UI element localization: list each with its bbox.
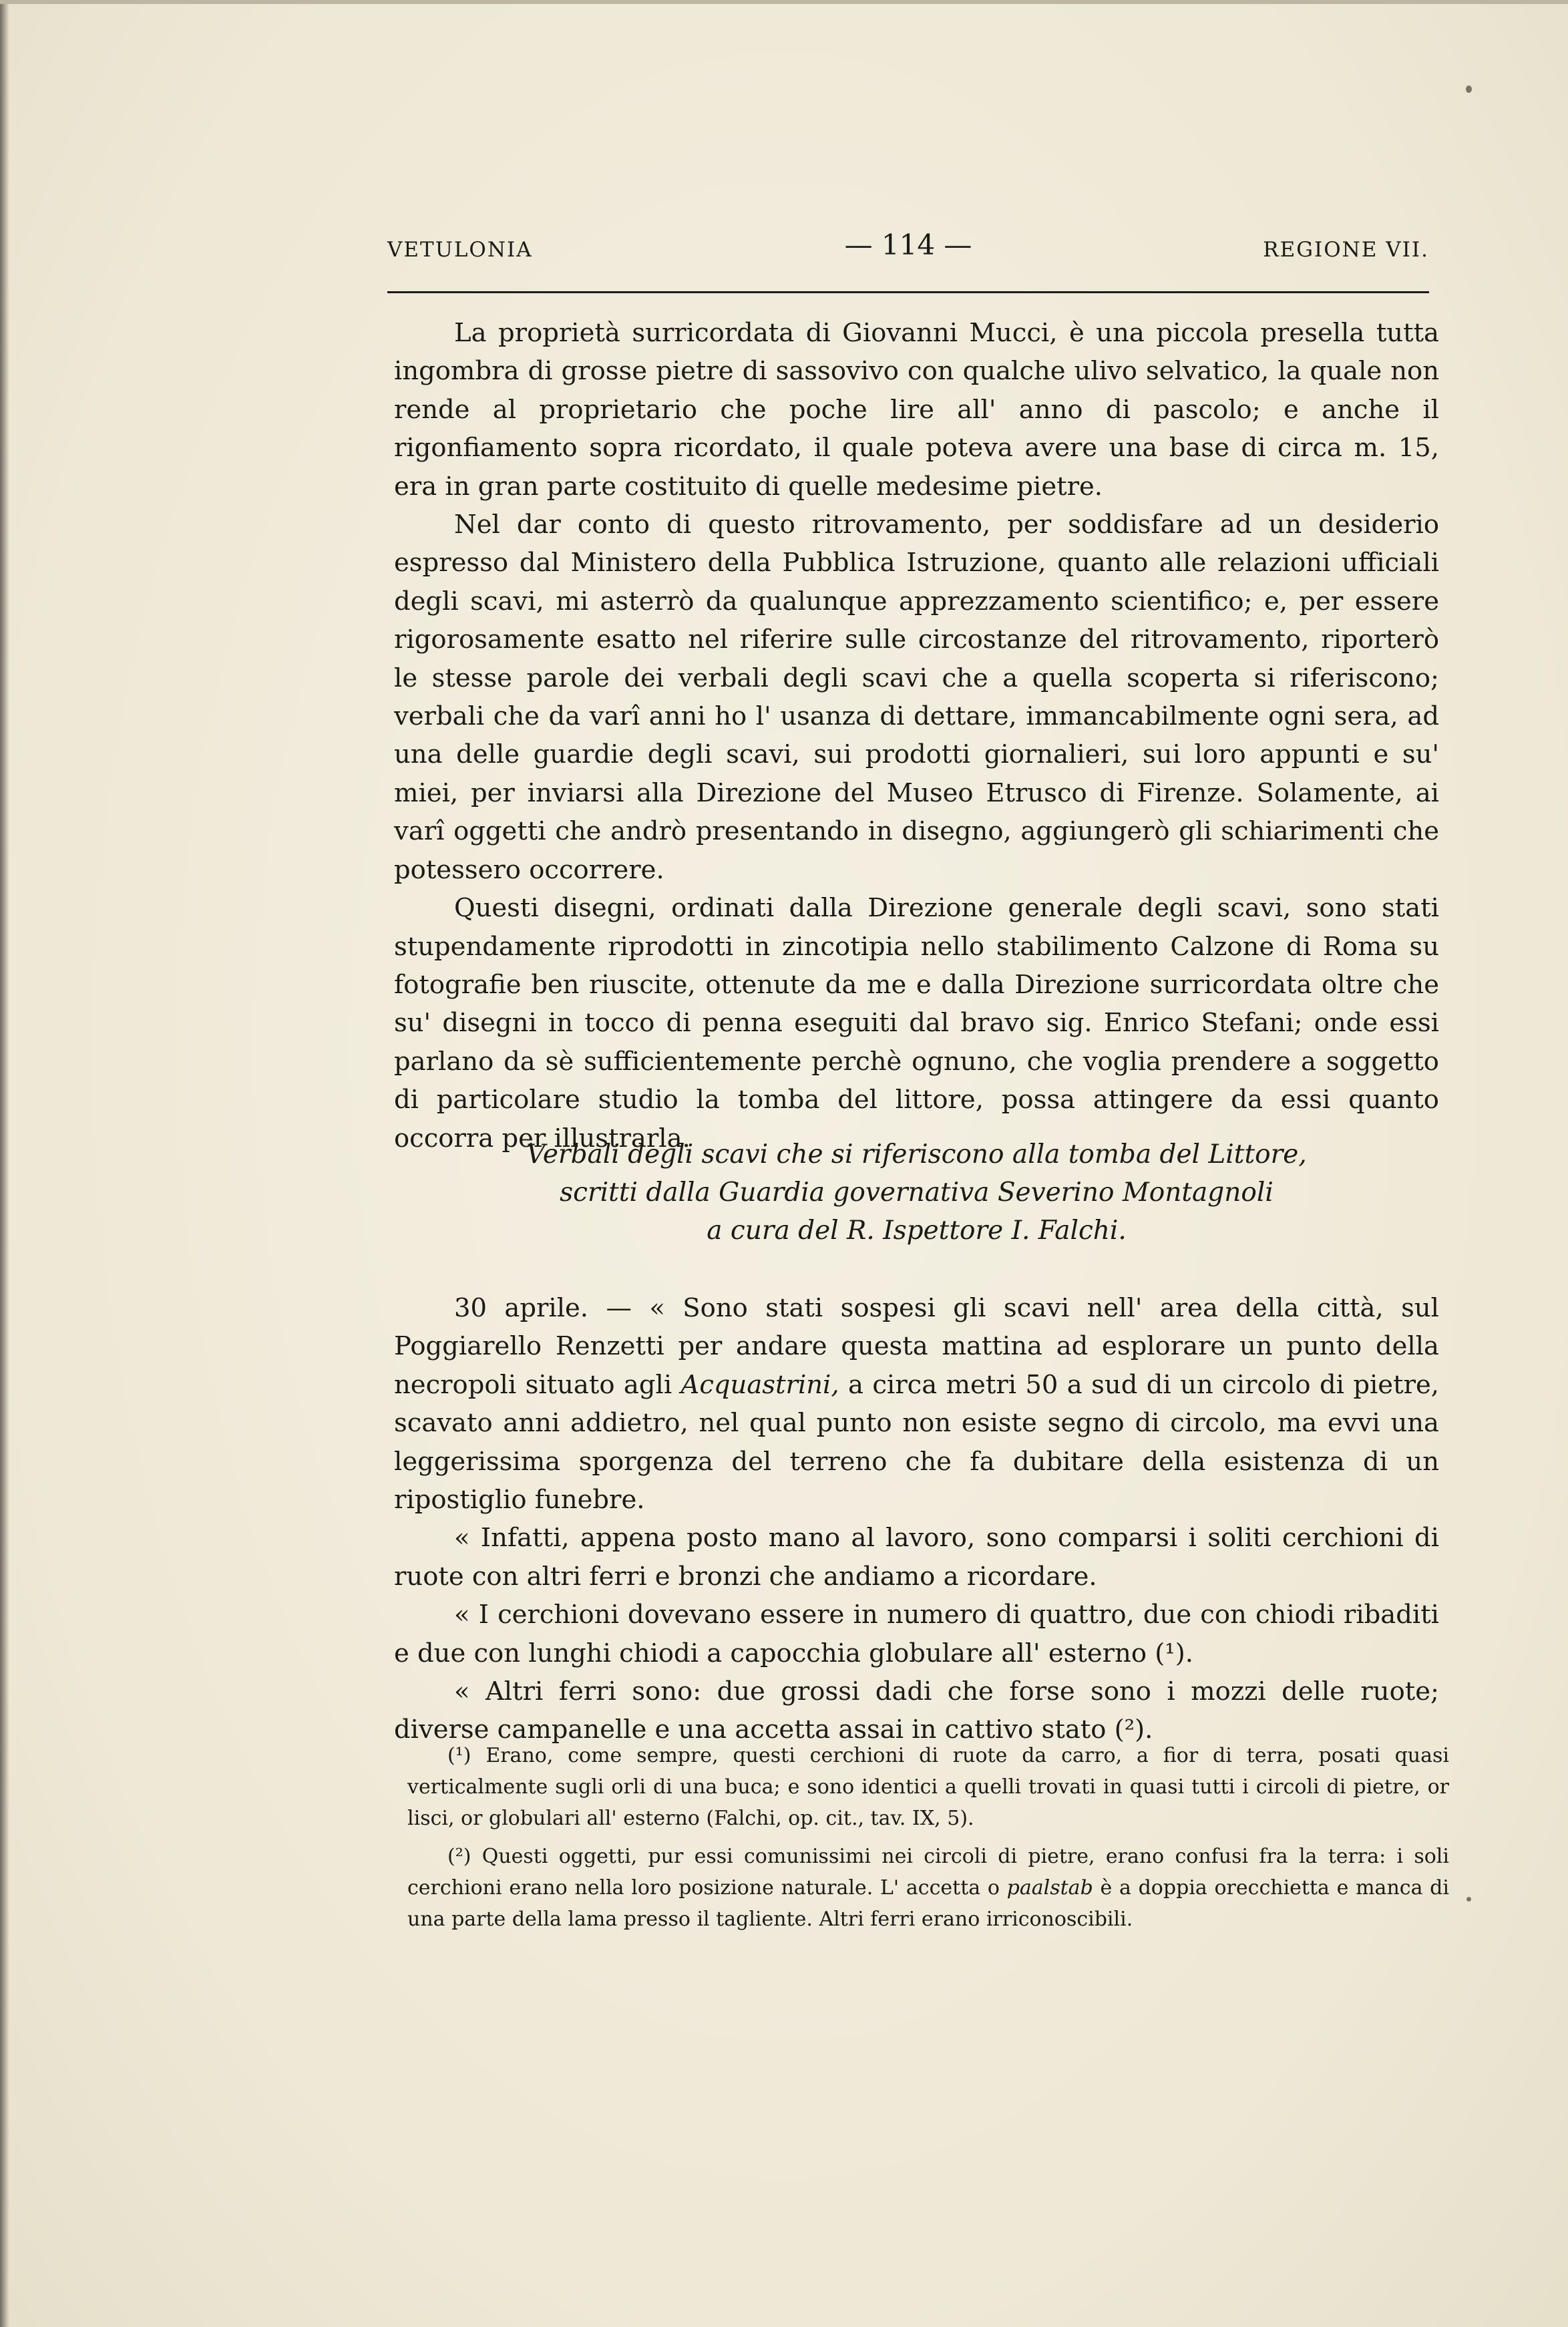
footnote — [407, 1740, 1449, 1834]
text-run: è a doppia orecchietta e manca di una parte della lama presso il tagliente. Altri ferri erano irriconoscibili. — [407, 1876, 1449, 1931]
running-head-right: REGIONE VII. — [1263, 238, 1429, 262]
section-heading — [394, 1135, 1439, 1250]
paragraph — [394, 1289, 1439, 1519]
footnote-ref: (¹). — [1155, 1638, 1193, 1668]
footnote — [407, 1841, 1449, 1935]
text-run: « I cerchioni dovevano essere in numero di quattro, due con chiodi ribaditi e due con lunghi chiodi a capocchia globulare all' esterno — [394, 1600, 1439, 1668]
scan-top-edge — [0, 0, 1568, 4]
section-heading-line: scritti dalla Guardia governativa Severino Montagnoli — [560, 1178, 1273, 1208]
paragraph: « Infatti, appena posto mano al lavoro, sono comparsi i soliti cerchioni di ruote con altri ferri e bronzi che andiamo a ricordare. — [394, 1523, 1439, 1592]
footnote-mark: (²) — [447, 1845, 471, 1868]
footnotes — [407, 1740, 1449, 1942]
paragraph: Questi disegni, ordinati dalla Direzione generale degli scavi, sono stati stupendamente riprodotti in zincotipia nello stabilimento Calzone di Roma su fotografie ben riuscite, ottenute da me e dalla Direzione surricordata oltre che su' disegni in tocco di penna eseguiti dal bravo sig. Enrico Stefani; onde essi parlano da sè sufficientemente perchè ognuno, che voglia prendere a soggetto di particolare studio la tomba del littore, possa attingere da essi quanto occorra per illustrarla. — [394, 893, 1439, 1153]
text-run: — « Sono stati sospesi gli scavi nell' area della città, sul Poggiarello Renzetti per andare questa mattina ad esplorare un punto della necropoli situato agli — [394, 1293, 1439, 1400]
running-header — [387, 228, 1429, 268]
running-head-left: VETULONIA — [387, 238, 533, 262]
paragraph: La proprietà surricordata di Giovanni Mucci, è una piccola presella tutta ingombra di grosse pietre di sassovivo con qualche ulivo selvatico, la quale non rende al proprietario che poche lire all' anno di pascolo; e anche il rigonfiamento sopra ricordato, il quale poteva avere una base di circa m. 15, era in gran parte costituito di quelle medesime pietre. — [394, 318, 1439, 502]
paragraph — [394, 1596, 1439, 1672]
text-run: Questi oggetti, pur essi comunissimi nei circoli di pietre, erano confusi fra la terra: i soli cerchioni erano nella loro posizione naturale. L' accetta o — [407, 1845, 1449, 1900]
section-heading-line: a cura del R. Ispettore I. Falchi. — [707, 1216, 1127, 1246]
text-run: « Altri ferri sono: due grossi dadi che forse sono i mozzi delle ruote; diverse campanelle e una accetta assai in cattivo stato — [394, 1676, 1439, 1745]
verbali-text — [394, 1289, 1439, 1749]
text-run: Erano, come sempre, questi cerchioni di ruote da carro, a fior di terra, posati quasi verticalmente sugli orli di una buca; e sono identici a quelli trovati in quasi tutti i circoli di pietre, or lisci, or globulari all' esterno (Falchi, op. cit., tav. IX, 5). — [407, 1744, 1449, 1830]
scan-left-edge — [0, 0, 9, 2327]
entry-date: 30 aprile. — [454, 1293, 589, 1323]
footnote-mark: (¹) — [447, 1744, 471, 1767]
section-heading-line: Verbali degli scavi che si riferiscono alla tomba del Littore, — [526, 1139, 1307, 1170]
technical-term: paalstab — [1006, 1876, 1093, 1900]
intro-text — [394, 314, 1439, 1157]
text-run: a circa metri 50 a sud di un circolo di pietre, scavato anni addietro, nel qual punto non esiste segno di circolo, ma evvi una leggerissima sporgenza del terreno che fa dubitare della esistenza di un ripostiglio funebre. — [394, 1369, 1439, 1515]
scan-speck — [1466, 1897, 1471, 1902]
place-name: Acquastrini, — [680, 1369, 839, 1400]
header-rule — [387, 291, 1429, 293]
paragraph: Nel dar conto di questo ritrovamento, per soddisfare ad un desiderio espresso dal Ministero della Pubblica Istruzione, quanto alle relazioni ufficiali degli scavi, mi asterrò da qualunque apprezzamento scientifico; e, per essere rigorosamente esatto nel riferire sulle circostanze del ritrovamento, riporterò le stesse parole dei verbali degli scavi che a quella scoperta si riferiscono; verbali che da varî anni ho l' usanza di dettare, immancabilmente ogni sera, ad una delle guardie degli scavi, sui prodotti giornalieri, sui loro appunti e su' miei, per inviarsi alla Direzione del Museo Etrusco di Firenze. Solamente, ai varî oggetti che andrò presentando in disegno, aggiungerò gli schiarimenti che potessero occorrere. — [394, 510, 1439, 885]
scan-speck — [1466, 85, 1472, 93]
page-number: — 114 — — [844, 228, 972, 261]
paragraph — [394, 1672, 1439, 1749]
footnote-ref: (²). — [1114, 1715, 1153, 1745]
